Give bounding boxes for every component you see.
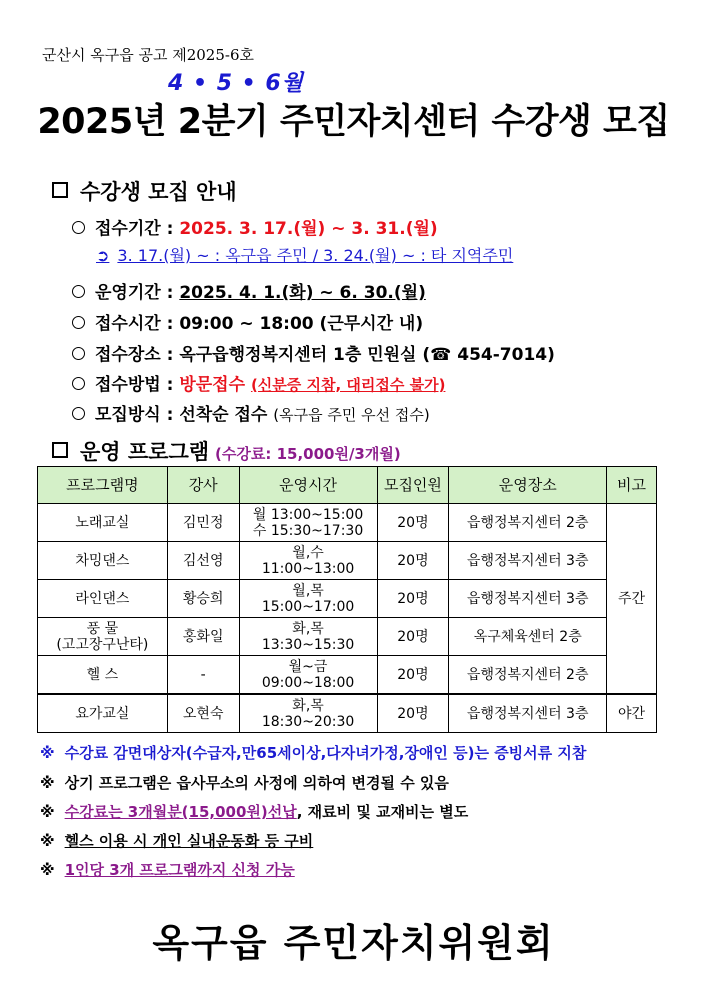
info-application-period: 접수기간 : 2025. 3. 17.(월) ~ 3. 31.(월) — [72, 214, 438, 239]
sub-period-note: ➲ 3. 17.(월) ~ : 옥구읍 주민 / 3. 24.(월) ~ : 타 지역주민 — [96, 246, 514, 265]
circle-bullet-icon — [72, 285, 85, 298]
page-title: 2025년 2분기 주민자치센터 수강생 모집 — [37, 102, 670, 142]
place: 읍행정복지센터 2층 — [449, 504, 607, 542]
header-note: 비고 — [607, 467, 657, 504]
info-reception-place: 접수장소 : 옥구읍행정복지센터 1층 민원실 (☎ 454-7014) — [72, 340, 555, 365]
program-time: 화,목 13:30~15:30 — [239, 618, 377, 656]
circle-bullet-icon — [72, 316, 85, 329]
header-program: 프로그램명 — [38, 467, 168, 504]
program-time: 월,수 11:00~13:00 — [239, 542, 377, 580]
program-time: 월,목 15:00~17:00 — [239, 580, 377, 618]
circle-bullet-icon — [72, 377, 85, 390]
notice-number: 군산시 옥구읍 공고 제2025-6호 — [42, 46, 254, 64]
note-discount: ※ 수강료 감면대상자(수급자,만65세이상,다자녀가정,장애인 등)는 증빙서류 지참 — [40, 744, 587, 762]
note-limit: ※ 1인당 3개 프로그램까지 신청 가능 — [40, 861, 295, 879]
note-gym: ※ 헬스 이용 시 개인 실내운동화 등 구비 — [40, 832, 314, 850]
night-note: 야간 — [607, 694, 657, 733]
program-name: 요가교실 — [38, 694, 168, 733]
place: 읍행정복지센터 2층 — [449, 656, 607, 695]
program-name: 풍 물 (고고장구난타) — [38, 618, 168, 656]
place: 읍행정복지센터 3층 — [449, 580, 607, 618]
place: 읍행정복지센터 3층 — [449, 694, 607, 733]
header-place: 운영장소 — [449, 467, 607, 504]
capacity: 20명 — [377, 694, 449, 733]
teacher-name: 김민정 — [167, 504, 239, 542]
place: 읍행정복지센터 3층 — [449, 542, 607, 580]
capacity: 20명 — [377, 618, 449, 656]
header-time: 운영시간 — [239, 467, 377, 504]
table-row — [38, 504, 657, 542]
square-bullet-icon — [52, 182, 68, 198]
square-bullet-icon — [52, 442, 68, 458]
program-name: 라인댄스 — [38, 580, 168, 618]
capacity: 20명 — [377, 656, 449, 695]
section-program-heading: 운영 프로그램 (수강료: 15,000원/3개월) — [52, 436, 401, 466]
quarter-months: 4 • 5 • 6월 — [168, 71, 304, 96]
info-reception-method: 접수방법 : 방문접수 (신분증 지참, 대리접수 불가) — [72, 370, 445, 395]
info-operation-period: 운영기간 : 2025. 4. 1.(화) ~ 6. 30.(월) — [72, 278, 426, 303]
program-name: 헬 스 — [38, 656, 168, 695]
teacher-name: 김선영 — [167, 542, 239, 580]
capacity: 20명 — [377, 504, 449, 542]
note-prepay: ※ 수강료는 3개월분(15,000원)선납, 재료비 및 교재비는 별도 — [40, 803, 469, 821]
place: 옥구체육센터 2층 — [449, 618, 607, 656]
table-row — [38, 656, 657, 695]
table-row — [38, 542, 657, 580]
teacher-name: 오현숙 — [167, 694, 239, 733]
circle-bullet-icon — [72, 407, 85, 420]
header-teacher: 강사 — [167, 467, 239, 504]
footer-organization: 옥구읍 주민자치위원회 — [152, 921, 555, 965]
program-name: 차밍댄스 — [38, 542, 168, 580]
table-row — [38, 618, 657, 656]
table-row — [38, 580, 657, 618]
teacher-name: - — [167, 656, 239, 695]
program-name: 노래교실 — [38, 504, 168, 542]
table-header-row — [38, 467, 657, 504]
capacity: 20명 — [377, 580, 449, 618]
daytime-note: 주간 — [607, 504, 657, 695]
header-capacity: 모집인원 — [377, 467, 449, 504]
program-time: 월 13:00~15:00 수 15:30~17:30 — [239, 504, 377, 542]
info-recruit-method: 모집방식 : 선착순 접수 (옥구읍 주민 우선 접수) — [72, 400, 430, 425]
circle-bullet-icon — [72, 347, 85, 360]
program-table — [37, 466, 657, 733]
program-time: 화,목 18:30~20:30 — [239, 694, 377, 733]
teacher-name: 황승희 — [167, 580, 239, 618]
section-recruit-heading: 수강생 모집 안내 — [52, 176, 237, 206]
info-reception-hours: 접수시간 : 09:00 ~ 18:00 (근무시간 내) — [72, 309, 423, 334]
capacity: 20명 — [377, 542, 449, 580]
teacher-name: 홍화일 — [167, 618, 239, 656]
circle-bullet-icon — [72, 221, 85, 234]
table-row — [38, 694, 657, 733]
program-time: 월~금 09:00~18:00 — [239, 656, 377, 695]
arrow-right-icon: ➲ — [96, 246, 110, 265]
note-change: ※ 상기 프로그램은 읍사무소의 사정에 의하여 변경될 수 있음 — [40, 774, 449, 792]
